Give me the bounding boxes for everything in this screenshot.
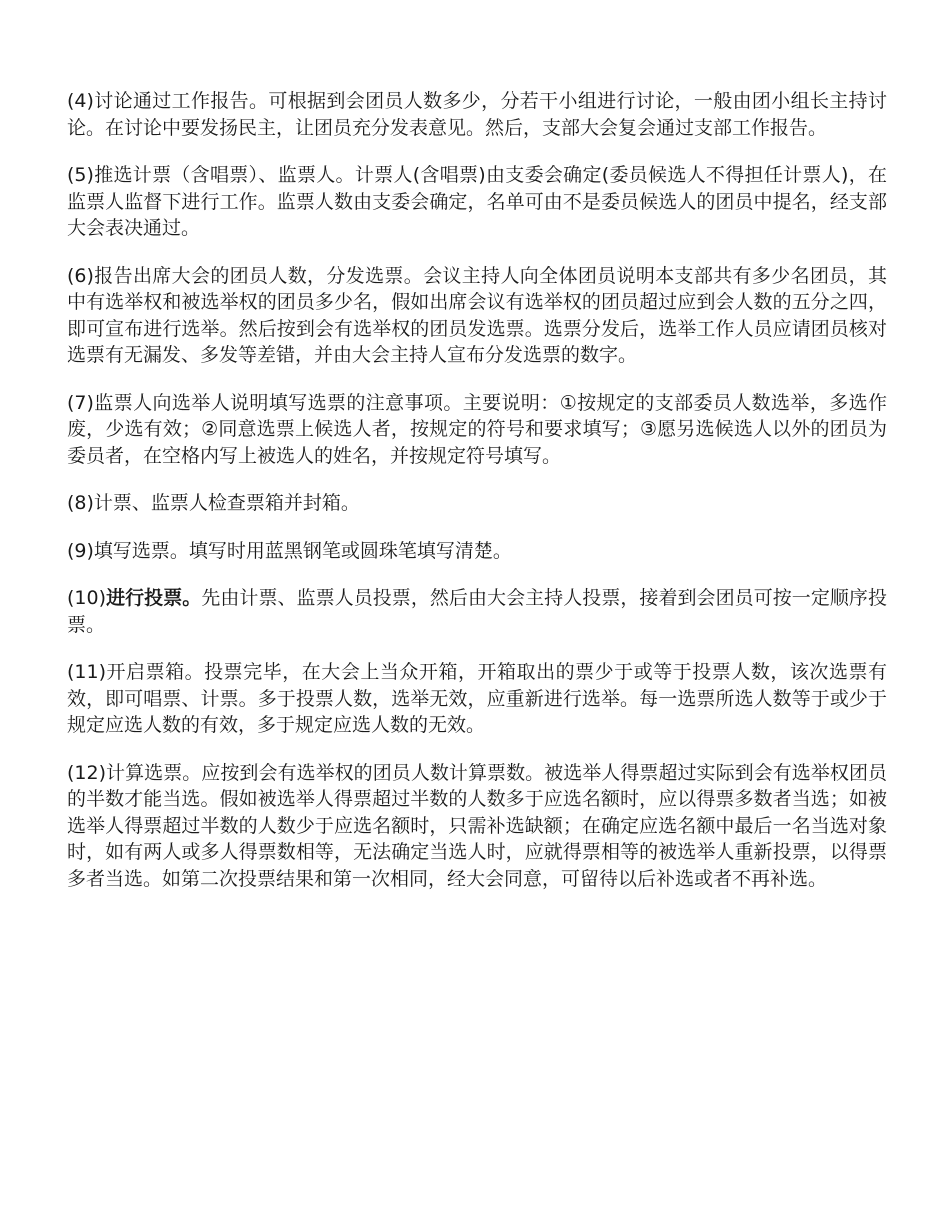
paragraph-step-6: (6)报告出席大会的团员人数，分发选票。会议主持人向全体团员说明本支部共有多少名团员，其中有选举权和被选举权的团员多少名，假如出席会议有选举权的团员超过应到会人数的五分之四，即可宣布进行选举。然后按到会有选举权的团员发选票。选票分发后，选举工作人员应请团员核对选票有无漏发、多发等差错，并由大会主持人宣布分发选票的数字。 bbox=[67, 264, 887, 366]
paragraph-step-7: (7)监票人向选举人说明填写选票的注意事项。主要说明：①按规定的支部委员人数选举，多选作废，少选有效；②同意选票上候选人者，按规定的符号和要求填写；③愿另选候选人以外的团员为委员者，在空格内写上被选人的姓名，并按规定符号填写。 bbox=[67, 391, 887, 467]
paragraph-step-11: (11)开启票箱。投票完毕，在大会上当众开箱，开箱取出的票少于或等于投票人数，该次选票有效，即可唱票、计票。多于投票人数，选举无效，应重新进行选举。每一选票所选人数等于或少于规定应选人数的有效，多于规定应选人数的无效。 bbox=[67, 661, 887, 736]
paragraph-step-5: (5)推选计票（含唱票）、监票人。计票人(含唱票)由支委会确定(委员候选人不得担任计票人)，在监票人监督下进行工作。监票人数由支委会确定，名单可由不是委员候选人的团员中提名，经支部大会表决通过。 bbox=[67, 164, 887, 239]
paragraph-step-9: (9)填写选票。填写时用蓝黑钢笔或圆珠笔填写清楚。 bbox=[67, 539, 512, 562]
step-10-heading: 进行投票。 bbox=[106, 587, 202, 609]
paragraph-step-4: (4)讨论通过工作报告。可根据到会团员人数多少，分若干小组进行讨论，一般由团小组长主持讨论。在讨论中要发扬民主，让团员充分发表意见。然后，支部大会复会通过支部工作报告。 bbox=[67, 90, 887, 139]
paragraph-step-10 bbox=[67, 585, 887, 638]
paragraph-step-8: (8)计票、监票人检查票箱并封箱。 bbox=[67, 492, 360, 514]
paragraph-step-12: (12)计算选票。应按到会有选举权的团员人数计算票数。被选举人得票超过实际到会有选举权团员的半数才能当选。假如被选举人得票超过半数的人数多于应选名额时，应以得票多数者当选；如被选举人得票超过半数的人数少于应选名额时，只需补选缺额；在确定应选名额中最后一名当选对象时，如有两人或多人得票数相等，无法确定当选人时，应就得票相等的被选举人重新投票，以得票多者当选。如第二次投票结果和第一次相同，经大会同意，可留待以后补选或者不再补选。 bbox=[67, 761, 887, 890]
document-body bbox=[67, 88, 887, 913]
step-10-body: 先由计票、监票人员投票，然后由大会主持人投票，接着到会团员可按一定顺序投票。 bbox=[67, 587, 887, 636]
step-10-number: (10) bbox=[67, 587, 107, 609]
